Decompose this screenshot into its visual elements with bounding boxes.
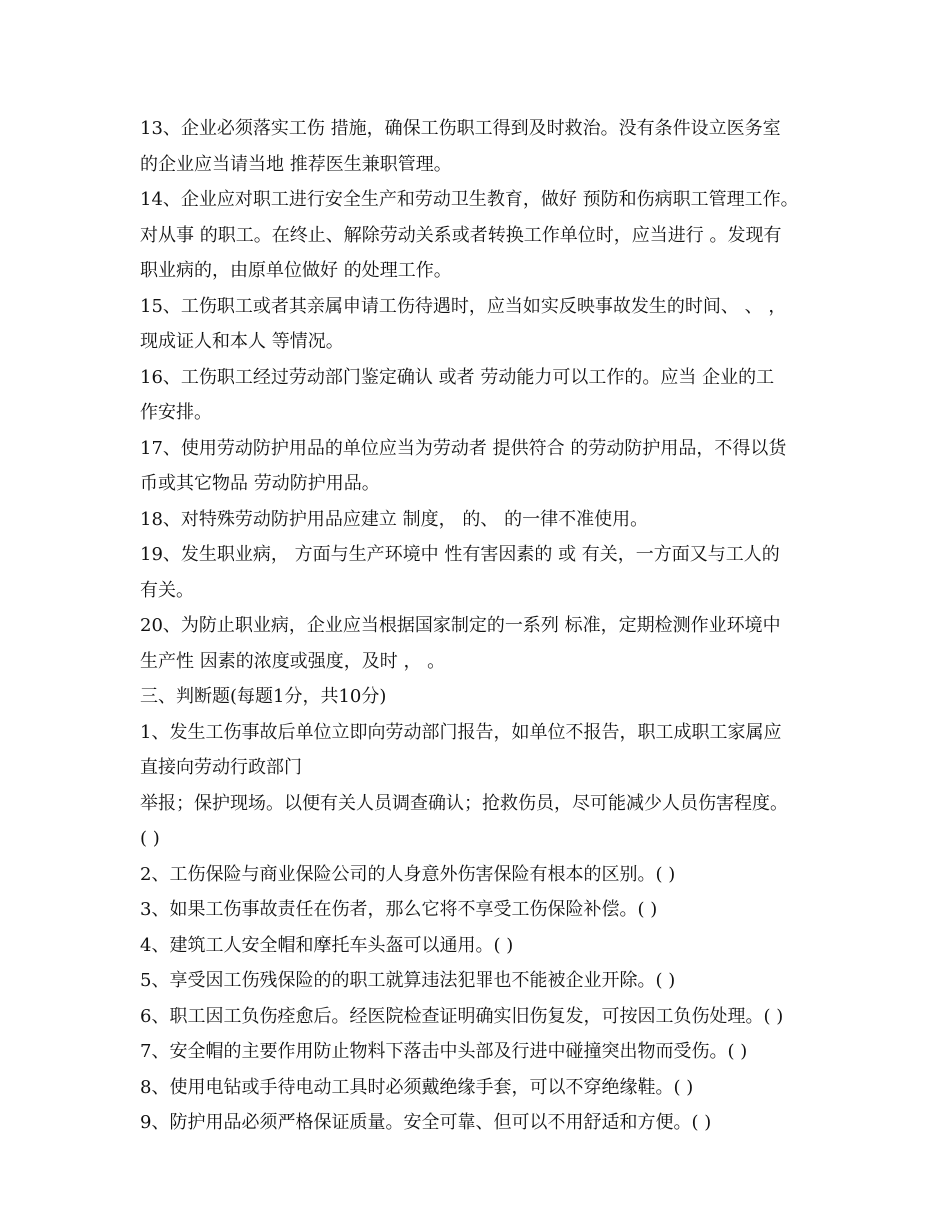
text-line: 3、如果工伤事故责任在伤者，那么它将不享受工伤保险补偿。( ) [140,899,658,920]
text-line: 16、工伤职工经过劳动部门鉴定确认 或者 劳动能力可以工作的。应当 企业的工 [140,366,775,388]
text-line: 9、防护用品必须严格保证质量。安全可靠、但可以不用舒适和方便。( ) [140,1112,712,1133]
text-line: 6、职工因工负伤痊愈后。经医院检查证明确实旧伤复发，可按因工负伤处理。( ) [140,1005,784,1027]
text-line: 15、工伤职工或者其亲属申请工伤待遇时，应当如实反映事故发生的时间、 、 ， [140,295,787,317]
document-body [140,111,830,1141]
text-line: 20、为防止职业病，企业应当根据国家制定的一系列 标准，定期检测作业环境中 [140,615,781,636]
text-line: 作安排。 [140,402,212,423]
text-line: 直接向劳动行政部门 [140,757,302,778]
text-line: 举报；保护现场。以便有关人员调查确认；抢救伤员，尽可能减少人员伤害程度。 [140,792,788,814]
text-line: 生产性 因素的浓度或强度，及时 ， 。 [140,650,446,672]
section-heading: 三、判断题(每题1分，共10分) [140,686,387,707]
text-line: 1、发生工伤事故后单位立即向劳动部门报告，如单位不报告，职工成职工家属应 [140,721,782,743]
text-line: 现成证人和本人 等情况。 [140,331,344,352]
text-line: 18、对特殊劳动防护用品应建立 制度， 的、 的一律不准使用。 [140,508,649,530]
text-line: 币或其它物品 劳动防护用品。 [140,473,380,494]
text-line: 2、工伤保险与商业保险公司的人身意外伤害保险有根本的区别。( ) [140,863,676,885]
text-line: 4、建筑工人安全帽和摩托车头盔可以通用。( ) [140,934,514,956]
text-line: 8、使用电钻或手待电动工具时必须戴绝缘手套，可以不穿绝缘鞋。( ) [140,1076,694,1098]
text-line: 14、企业应对职工进行安全生产和劳动卫生教育，做好 预防和伤病职工管理工作。 [140,189,799,210]
text-line: 17、使用劳动防护用品的单位应当为劳动者 提供符合 的劳动防护用品，不得以货 [140,437,787,459]
text-line: ( ) [140,828,160,849]
text-line: 对从事 的职工。在终止、解除劳动关系或者转换工作单位时，应当进行 。发现有 [140,224,782,246]
text-line: 19、发生职业病， 方面与生产环境中 性有害因素的 或 有关，一方面又与工人的 [140,544,780,565]
text-line: 7、安全帽的主要作用防止物料下落击中头部及行进中碰撞突出物而受伤。( ) [140,1041,748,1062]
text-line: 13、企业必须落实工伤 措施，确保工伤职工得到及时救治。没有条件设立医务室 [140,118,781,139]
text-line: 职业病的，由原单位做好 的处理工作。 [140,260,452,281]
text-line: 有关。 [140,579,194,601]
text-line: 的企业应当请当地 推荐医生兼职管理。 [140,153,452,175]
text-line: 5、享受因工伤残保险的的职工就算违法犯罪也不能被企业开除。( ) [140,970,676,991]
